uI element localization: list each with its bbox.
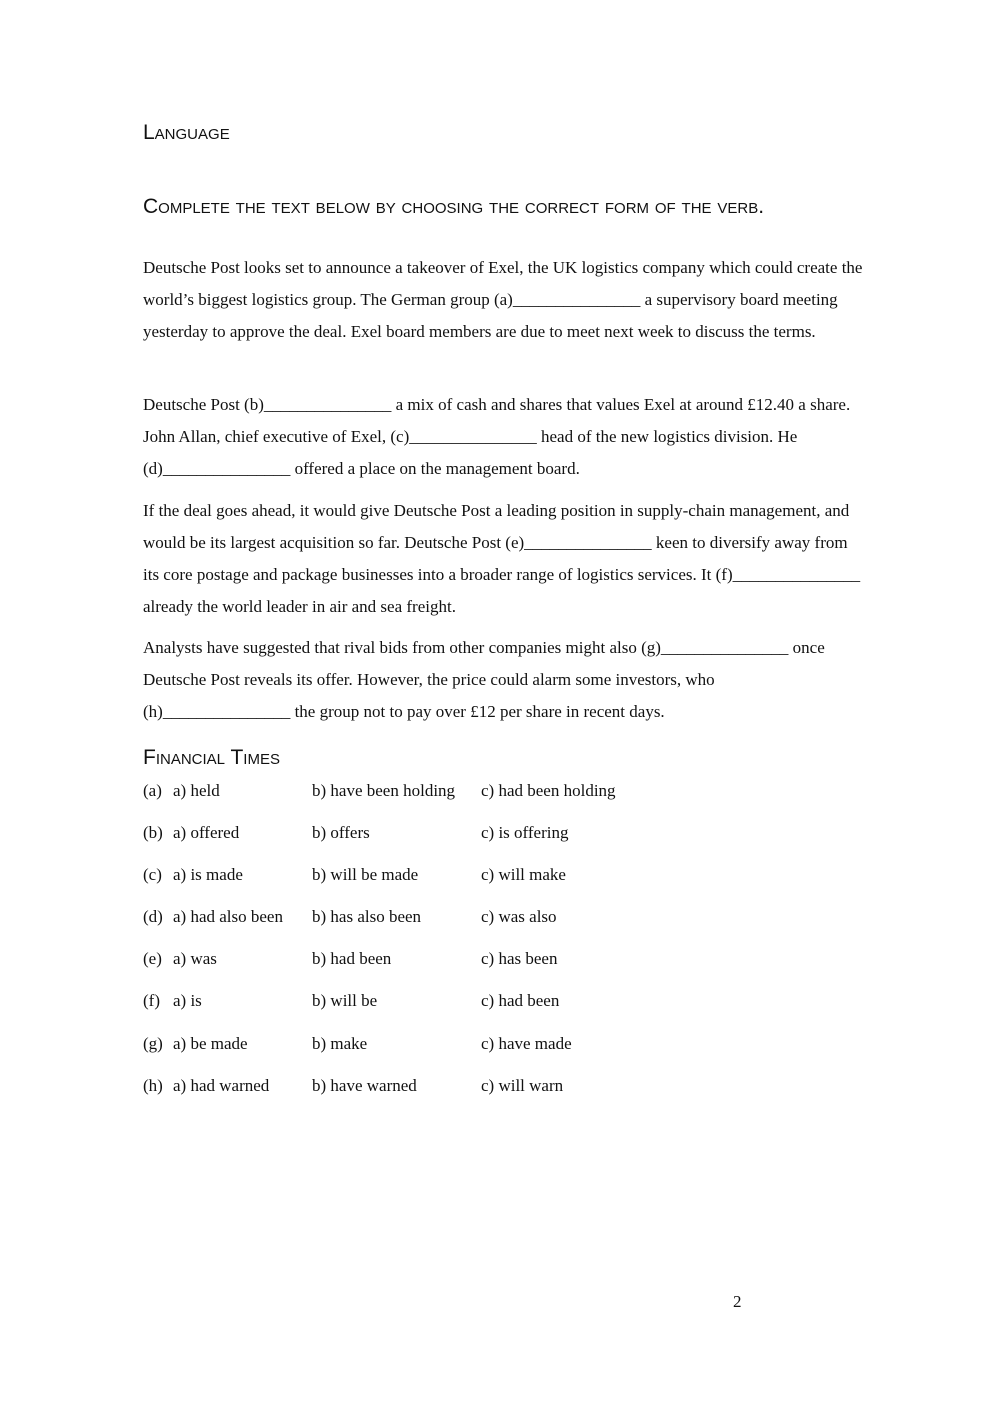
- option-b: b) have warned: [312, 1075, 417, 1095]
- text-paragraph: Deutsche Post looks set to announce a takeover of Exel, the UK logistics company which could create the world’s biggest logistics group. The German group (a)_______________ a supervisory board meeting yesterday to approve the deal. Exel board members are due to meet next week to discuss the terms.: [143, 258, 863, 341]
- option-row: [143, 986, 681, 1028]
- option-a: a) is: [173, 991, 202, 1011]
- option-c: c) will make: [481, 865, 566, 885]
- option-c: c) will warn: [481, 1075, 564, 1095]
- option-label: (f): [143, 991, 160, 1011]
- option-c: c) is offering: [481, 823, 569, 843]
- option-a: a) had warned: [173, 1075, 270, 1095]
- option-b: b) will be made: [312, 865, 419, 885]
- option-a: a) held: [173, 781, 220, 800]
- option-a: a) be made: [173, 1033, 248, 1053]
- text-paragraph: If the deal goes ahead, it would give Deutsche Post a leading position in supply-chain management, and would be its largest acquisition so far. Deutsche Post (e)_______________ keen to diversify away from its core postage and package businesses into a broader range of logistics services. It (f)_______________ already the world leader in air and sea freight.: [143, 501, 861, 616]
- option-a: a) had also been: [173, 907, 283, 927]
- option-a: a) is made: [173, 865, 243, 885]
- answer-options-list: [143, 776, 681, 1113]
- text-paragraph: Analysts have suggested that rival bids from other companies might also (g)_______________ once Deutsche Post reveals its offer. However, the price could alarm some investors, who (h)_______________ the group not to pay over £12 per share in recent days.: [143, 638, 825, 721]
- option-row: [143, 860, 681, 902]
- option-b: b) has also been: [312, 907, 422, 927]
- section-heading-language: Language: [143, 121, 230, 144]
- exercise-instruction: Complete the text below by choosing the correct form of the verb.: [143, 195, 765, 218]
- option-label: (b): [143, 823, 163, 843]
- option-row: [143, 944, 681, 986]
- option-c: c) have made: [481, 1033, 572, 1053]
- option-row: [143, 776, 681, 818]
- option-b: b) had been: [312, 949, 392, 969]
- option-label: (e): [143, 949, 162, 969]
- option-c: c) had been: [481, 991, 560, 1011]
- option-label: (d): [143, 907, 163, 927]
- option-b: b) will be: [312, 991, 378, 1011]
- option-row: [143, 818, 681, 860]
- option-b: b) offers: [312, 823, 370, 843]
- option-row: [143, 902, 681, 944]
- source-heading: Financial Times: [143, 746, 280, 769]
- option-c: c) had been holding: [481, 781, 616, 800]
- option-b: b) have been holding: [312, 781, 456, 800]
- option-c: c) was also: [481, 907, 557, 927]
- option-row: [143, 1071, 681, 1113]
- option-label: (g): [143, 1033, 163, 1053]
- page-number: 2: [733, 1292, 742, 1311]
- option-c: c) has been: [481, 949, 558, 969]
- option-a: a) offered: [173, 823, 240, 843]
- option-b: b) make: [312, 1033, 368, 1053]
- option-label: (a): [143, 781, 162, 800]
- option-a: a) was: [173, 949, 217, 969]
- option-label: (h): [143, 1075, 163, 1095]
- option-label: (c): [143, 865, 162, 885]
- option-row: [143, 1029, 681, 1071]
- text-paragraph: Deutsche Post (b)_______________ a mix of cash and shares that values Exel at around £12.40 a share. John Allan, chief executive of Exel, (c)_______________ head of the new logistics division. He (d)_______________ offered a place on the management board.: [143, 395, 851, 478]
